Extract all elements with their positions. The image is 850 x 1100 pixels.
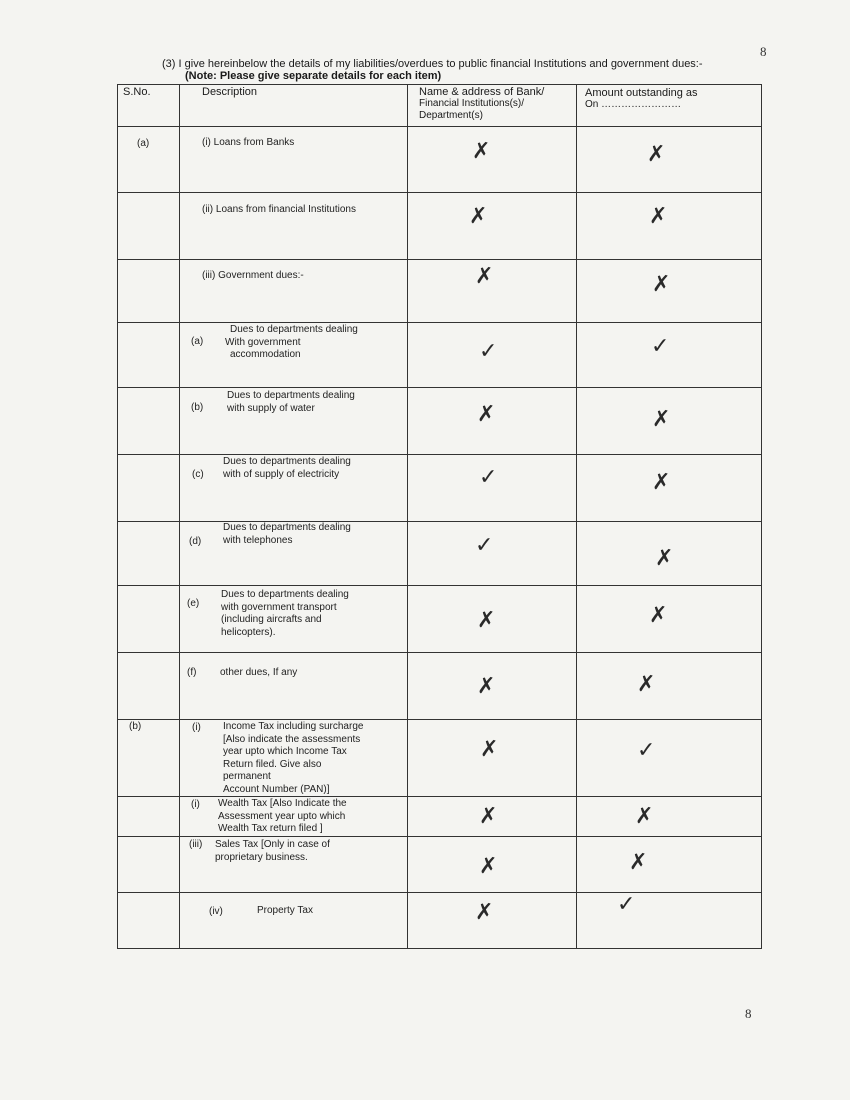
header-amount-line-1: Amount outstanding as xyxy=(585,87,698,99)
desc-line: Dues to departments dealing xyxy=(230,324,358,335)
row-description: (i) Loans from Banks xyxy=(202,137,295,148)
row-amount-mark: ✗ xyxy=(655,546,674,571)
row-description xyxy=(223,456,351,481)
row-sub-number: (i) xyxy=(191,799,200,810)
header-name-address xyxy=(419,86,544,122)
row-description: (ii) Loans from financial Institutions xyxy=(202,204,356,215)
intro-text: I give hereinbelow the details of my liabilities/overdues to public financial Institutions and government dues:- xyxy=(178,58,703,70)
row-name-mark: ✗ xyxy=(475,900,494,925)
header-name-line-1: Name & address of Bank/ xyxy=(419,86,545,98)
desc-line: with supply of water xyxy=(227,402,315,414)
row-sub-number: (i) xyxy=(192,722,201,733)
row-name-mark: ✗ xyxy=(477,402,496,427)
row-name-mark: ✗ xyxy=(469,204,488,229)
row-description: (iii) Government dues:- xyxy=(202,270,304,281)
desc-line: Dues to departments dealing xyxy=(227,390,355,401)
row-amount-mark: ✗ xyxy=(652,470,671,495)
page-number-top: 8 xyxy=(760,44,767,59)
row-name-mark: ✗ xyxy=(480,737,499,762)
liabilities-table xyxy=(117,84,762,949)
row-amount-mark: ✓ xyxy=(637,738,656,763)
note-label: (Note: xyxy=(185,70,217,82)
row-description: other dues, If any xyxy=(220,667,298,678)
desc-line: Dues to departments dealing xyxy=(221,589,349,600)
desc-line: permanent xyxy=(223,771,271,782)
row-amount-mark: ✗ xyxy=(635,804,654,829)
row-description: Property Tax xyxy=(257,905,313,916)
row-amount-mark: ✗ xyxy=(652,272,671,297)
intro-item-number: (3) xyxy=(162,58,176,70)
desc-line: With government xyxy=(225,336,301,348)
row-description xyxy=(218,798,347,836)
row-name-mark: ✗ xyxy=(477,674,496,699)
desc-line: Income Tax including surcharge xyxy=(223,721,364,732)
row-sub-number: (e) xyxy=(187,598,200,609)
intro-paragraph xyxy=(162,58,802,82)
row-name-mark: ✗ xyxy=(479,854,498,879)
row-sno: (a) xyxy=(137,138,150,149)
row-name-mark: ✓ xyxy=(479,465,498,490)
row-amount-mark: ✓ xyxy=(617,892,636,917)
row-sub-number: (c) xyxy=(192,469,204,480)
row-description xyxy=(223,721,363,796)
row-amount-mark: ✗ xyxy=(649,204,668,229)
header-sno: S.No. xyxy=(123,86,151,98)
desc-line: Dues to departments dealing xyxy=(223,522,351,533)
desc-line: with telephones xyxy=(223,534,293,546)
desc-line: Return filed. Give also xyxy=(223,758,322,770)
desc-line: (including aircrafts and xyxy=(221,614,322,625)
row-name-mark: ✗ xyxy=(479,804,498,829)
row-amount-mark: ✗ xyxy=(637,672,656,697)
desc-line: [Also indicate the assessments xyxy=(223,733,361,745)
row-name-mark: ✓ xyxy=(475,533,494,558)
row-name-mark: ✓ xyxy=(479,339,498,364)
desc-line: Assessment year upto which xyxy=(218,810,346,822)
header-amount-line-2: On …………………… xyxy=(585,99,682,110)
row-description xyxy=(215,839,330,864)
row-sub-number: (d) xyxy=(189,536,202,547)
desc-line: Account Number (PAN)] xyxy=(223,783,330,795)
row-description xyxy=(223,522,351,547)
row-description xyxy=(221,589,349,639)
desc-line: Wealth Tax [Also Indicate the xyxy=(218,798,347,809)
row-sub-number: (f) xyxy=(187,667,197,678)
row-description xyxy=(227,390,355,415)
header-description: Description xyxy=(202,86,258,98)
header-amount xyxy=(585,87,698,111)
desc-line: accommodation xyxy=(230,349,301,360)
desc-line: helicopters). xyxy=(221,626,276,638)
row-sub-number: (iii) xyxy=(189,839,203,850)
header-name-line-2: Financial Institutions(s)/ xyxy=(419,98,525,109)
row-sub-number: (a) xyxy=(191,336,204,347)
header-name-line-3: Department(s) xyxy=(419,110,483,121)
desc-line: with government transport xyxy=(221,601,337,613)
row-sno: (b) xyxy=(129,721,142,732)
row-amount-mark: ✗ xyxy=(647,142,666,167)
row-name-mark: ✗ xyxy=(472,139,491,164)
row-amount-mark: ✗ xyxy=(649,603,668,628)
row-sub-number: (iv) xyxy=(209,906,223,917)
row-amount-mark: ✗ xyxy=(629,850,648,875)
row-name-mark: ✗ xyxy=(475,264,494,289)
row-description xyxy=(225,324,358,362)
row-sub-number: (b) xyxy=(191,402,204,413)
page-number-bottom: 8 xyxy=(745,1006,752,1021)
desc-line: year upto which Income Tax xyxy=(223,746,347,757)
desc-line: Dues to departments dealing xyxy=(223,456,351,467)
row-name-mark: ✗ xyxy=(477,608,496,633)
desc-line: Sales Tax [Only in case of xyxy=(215,839,330,850)
desc-line: with of supply of electricity xyxy=(223,468,340,480)
row-amount-mark: ✗ xyxy=(652,407,671,432)
row-amount-mark: ✓ xyxy=(651,334,670,359)
desc-line: Wealth Tax return filed ] xyxy=(218,823,323,834)
note-text: Please give separate details for each item) xyxy=(219,70,442,82)
desc-line: proprietary business. xyxy=(215,851,308,863)
